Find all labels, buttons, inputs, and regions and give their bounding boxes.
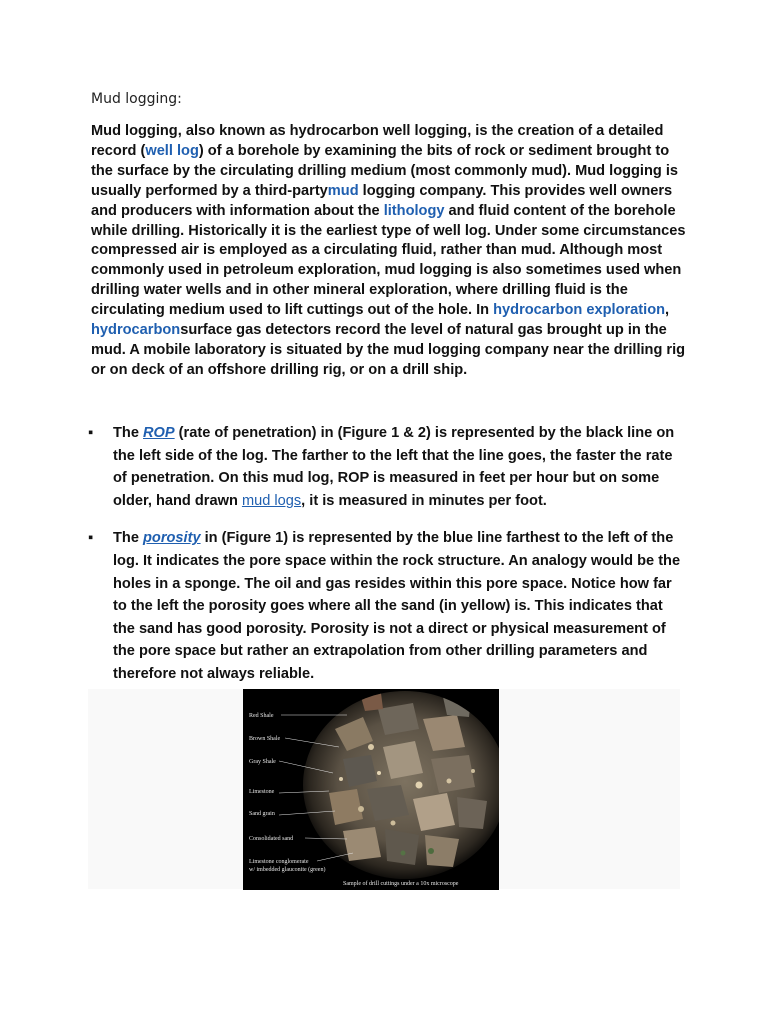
figure-label: Limestone conglomerate xyxy=(249,859,309,865)
bullet-rop xyxy=(88,422,688,512)
figure-label: Gray Shale xyxy=(249,759,276,765)
intro-text-2: ) of a borehole by examining the bits of rock or sediment brought to the surface by the circulating drilling medium (most commonly mud). Mud logging is usually performed by a third-party xyxy=(91,142,679,199)
drill-cuttings-illustration xyxy=(243,689,499,890)
bullet-list xyxy=(88,422,688,686)
rop-link[interactable]: ROP xyxy=(143,425,175,441)
mud-link[interactable]: mud xyxy=(327,182,359,199)
intro-text-1: Mud logging, also known as hydrocarbon well logging, is the creation of a detailed record ( xyxy=(91,123,664,159)
mud-logs-link[interactable]: mud logs xyxy=(241,492,302,509)
rop-text-1: (rate of penetration) in (Figure 1 & 2) is represented by the black line on the left side of the log. The farther to the left that the line goes, the faster the rate of penetration. On this mud log, ROP is measured in feet per hour but on some older, hand drawn xyxy=(113,425,675,509)
intro-text-3: logging company. This provides well owners and producers with information about the xyxy=(91,182,673,219)
intro-text-5: surface gas detectors record the level of natural gas brought up in the mud. A mobile laboratory is situated by the mud logging company near the drilling rig or on deck of an offshore drilling rig, or on a drill ship. xyxy=(91,322,686,378)
figure-label: Red Shale xyxy=(249,713,274,719)
porosity-text-1: in (Figure 1) is represented by the blue line farthest to the left of the log. It indicates the pore space within the rock structure. An analogy would be the holes in a sponge. The oil and gas resides within this pore space. Notice how far to the left the porosity goes where all the sand (in yellow) is. This indicates that the sand has good porosity. Porosity is not a direct or physical measurement of the pore space but rather an extrapolation from other drilling parameters and therefore not always reliable. xyxy=(113,530,681,682)
page-heading: Mud logging: xyxy=(91,91,182,107)
intro-text-4: and fluid content of the borehole while drilling. Historically it is the earliest type of well log. Under some circumstances compressed air is employed as a circulating fluid, rather than mud. Although most commonly used in petroleum exploration, mud logging is also sometimes used when drilling water wells and in other mineral exploration, where drilling fluid is the circulating medium used to lift cuttings out of the hole. In xyxy=(91,202,686,319)
porosity-link[interactable]: porosity xyxy=(143,530,201,547)
hydrocarbon-link[interactable]: hydrocarbon xyxy=(91,322,181,339)
lithology-link[interactable]: lithology xyxy=(383,202,445,219)
figure-label: w/ imbedded glauconite (green) xyxy=(249,867,326,873)
bullet-marker: ▪ xyxy=(88,425,94,441)
intro-paragraph xyxy=(91,122,691,381)
well-log-link[interactable]: well log xyxy=(145,142,199,159)
intro-comma: , xyxy=(665,302,670,319)
figure-label: Brown Shale xyxy=(249,736,281,742)
rop-the: The xyxy=(113,425,143,441)
drill-cuttings-figure xyxy=(243,689,499,890)
bullet-porosity xyxy=(88,527,688,685)
hydrocarbon-exploration-link[interactable]: hydrocarbon exploration xyxy=(493,302,666,319)
porosity-the: The xyxy=(113,530,143,547)
rop-text-2: , it is measured in minutes per foot. xyxy=(301,492,547,509)
figure-label: Sand grain xyxy=(249,811,275,817)
figure-caption: Sample of drill cuttings under a 10x microscope xyxy=(343,881,459,887)
bullet-marker: ▪ xyxy=(88,530,94,547)
figure-label: Consolidated sand xyxy=(249,836,294,842)
figure-label: Limestone xyxy=(249,789,275,795)
